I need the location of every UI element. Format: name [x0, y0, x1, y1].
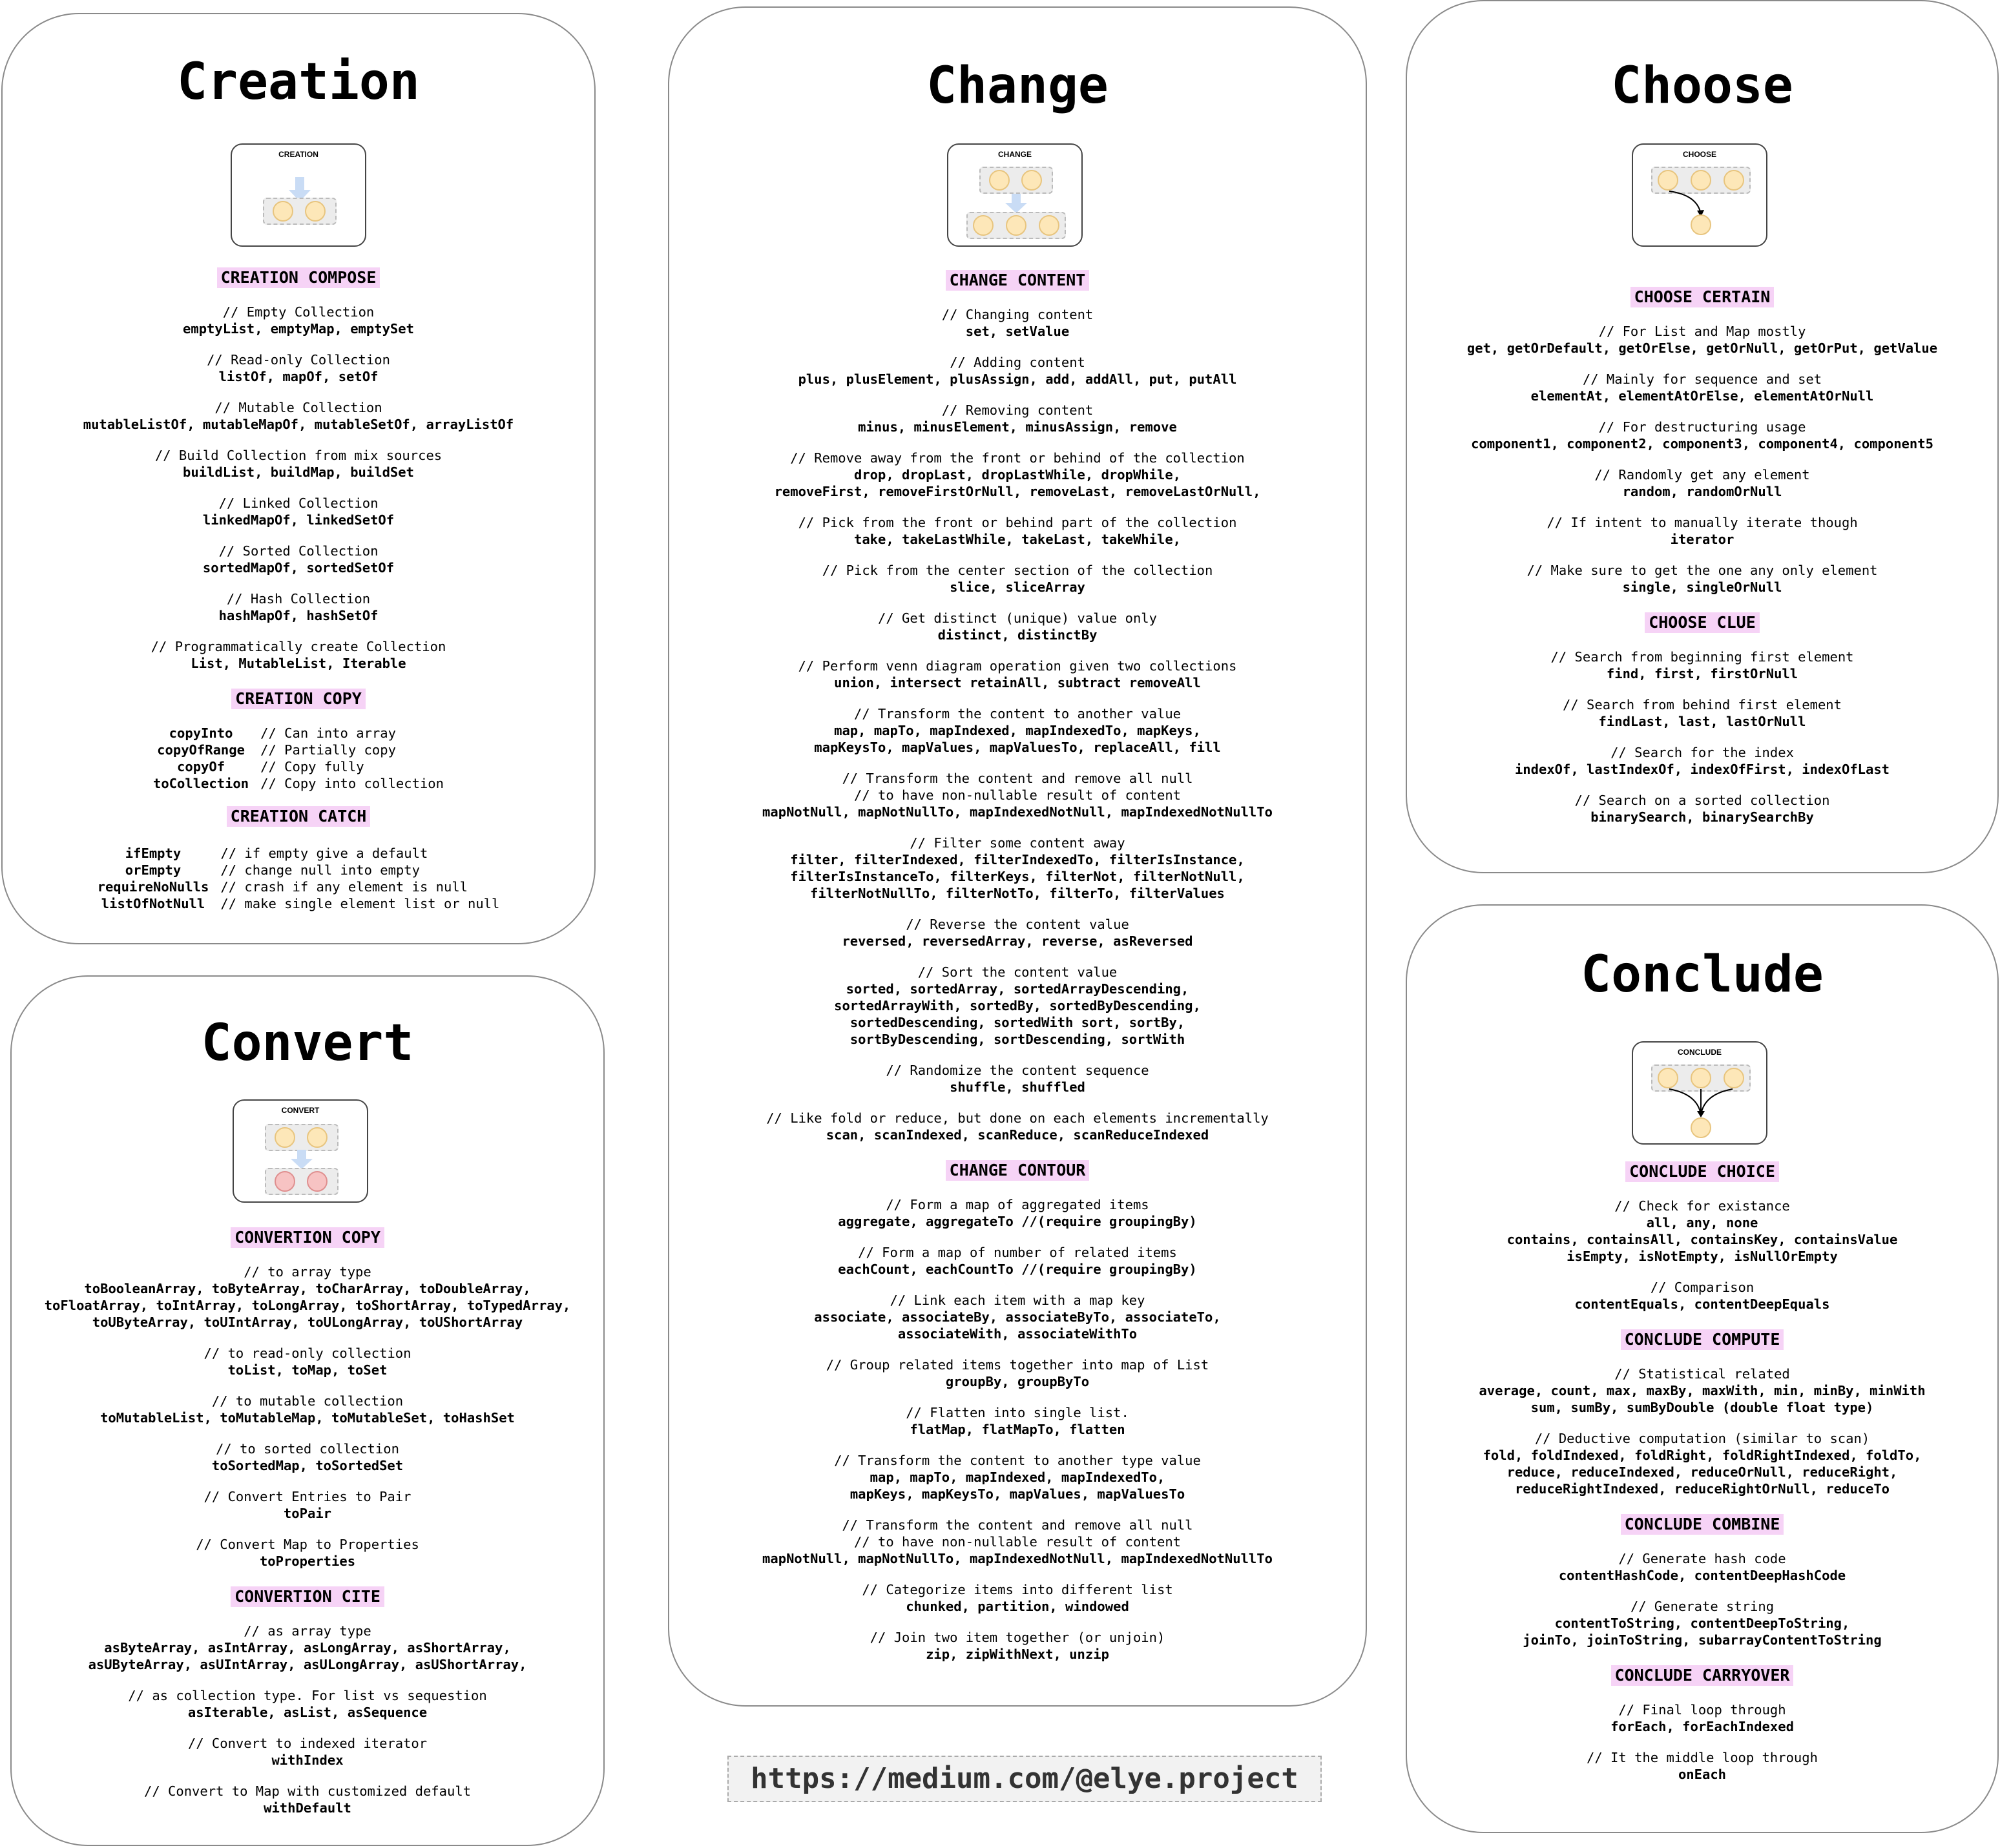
- group-comment: // Randomly get any element: [1594, 467, 1810, 483]
- function-names: withIndex: [271, 1752, 344, 1768]
- function-names: contentToString, contentDeepToString,: [1554, 1615, 1850, 1631]
- table-row: [153, 725, 444, 742]
- function-names: drop, dropLast, dropLastWhile, dropWhile,: [853, 467, 1182, 483]
- group-comment: // Link each item with a map key: [890, 1293, 1145, 1308]
- group-comment: // Read-only Collection: [207, 352, 390, 368]
- function-group: [669, 1110, 1366, 1143]
- group-comment: // to have non-nullable result of content: [853, 1534, 1182, 1550]
- function-group: [669, 402, 1366, 435]
- function-names: toPair: [283, 1506, 332, 1521]
- function-names: iterator: [1670, 532, 1734, 547]
- function-names: map, mapTo, mapIndexed, mapIndexedTo,: [870, 1469, 1165, 1485]
- function-group: [1407, 1198, 1997, 1265]
- section-heading: CHOOSE CERTAIN: [1630, 287, 1775, 307]
- function-group: [669, 916, 1366, 950]
- function-names: eachCount, eachCountTo //(require groupingBy): [838, 1261, 1197, 1277]
- function-names: scan, scanIndexed, scanReduce, scanReduceIndexed: [826, 1127, 1209, 1143]
- group-comment: // Perform venn diagram operation given two collections: [798, 658, 1237, 674]
- group-comment: // Group related items together into map of List: [826, 1357, 1209, 1373]
- conclude-compute-list: [1407, 1365, 1997, 1497]
- function-names: contains, containsAll, containsKey, containsValue: [1506, 1232, 1898, 1247]
- function-group: [669, 1244, 1366, 1278]
- function-comment: // Copy into collection: [260, 776, 444, 791]
- function-group: [669, 1404, 1366, 1438]
- convert-diagram-icon: [233, 1099, 368, 1203]
- function-group: [669, 610, 1366, 643]
- function-names: groupBy, groupByTo: [945, 1374, 1090, 1389]
- function-names: toSortedMap, toSortedSet: [211, 1458, 404, 1473]
- function-names: toList, toMap, toSet: [227, 1362, 388, 1378]
- function-group: [1407, 744, 1997, 778]
- function-name: copyInto: [169, 725, 233, 741]
- function-group: [1407, 514, 1997, 548]
- function-group: [12, 1735, 603, 1769]
- group-comment: // Join two item together (or unjoin): [870, 1630, 1165, 1645]
- function-names: reduce, reduceIndexed, reduceOrNull, reduceRight,: [1506, 1464, 1898, 1480]
- section-heading: CHANGE CONTENT: [946, 270, 1090, 291]
- function-names: fold, foldIndexed, foldRight, foldRightIndexed, foldTo,: [1483, 1448, 1922, 1463]
- function-group: [1407, 1430, 1997, 1497]
- function-group: [1407, 1550, 1997, 1584]
- group-comment: // Comparison: [1650, 1280, 1755, 1295]
- change-diagram-icon: [947, 143, 1083, 247]
- section-heading: CREATION COMPOSE: [217, 267, 380, 288]
- function-comment: // Copy fully: [260, 759, 364, 774]
- function-names: joinTo, joinToString, subarrayContentToString: [1523, 1632, 1882, 1648]
- function-names: toUByteArray, toUIntArray, toULongArray, toUShortArray: [92, 1314, 523, 1330]
- group-comment: // Transform the content to another type value: [834, 1453, 1201, 1468]
- function-group: [3, 304, 594, 337]
- group-comment: // For destructuring usage: [1598, 419, 1806, 435]
- function-names: reduceRightIndexed, reduceRightOrNull, reduceTo: [1514, 1481, 1890, 1497]
- function-names: binarySearch, binarySearchBy: [1590, 809, 1814, 825]
- group-comment: // to mutable collection: [211, 1393, 404, 1409]
- change-panel: [668, 6, 1367, 1707]
- function-group: [1407, 1279, 1997, 1313]
- table-row: [153, 758, 444, 775]
- group-comment: // Sorted Collection: [218, 543, 379, 559]
- function-names: reversed, reversedArray, reverse, asReversed: [842, 933, 1193, 949]
- function-names: filter, filterIndexed, filterIndexedTo, filterIsInstance,: [790, 852, 1245, 867]
- function-group: [1407, 792, 1997, 825]
- function-names: removeFirst, removeFirstOrNull, removeLast, removeLastOrNull,: [774, 484, 1261, 499]
- function-names: chunked, partition, windowed: [906, 1599, 1129, 1614]
- group-comment: // Mainly for sequence and set: [1582, 371, 1822, 387]
- conclude-title: Conclude: [1581, 946, 1824, 1004]
- function-group: [669, 1292, 1366, 1342]
- group-comment: // Empty Collection: [222, 304, 375, 320]
- table-row: [98, 862, 500, 878]
- function-names: get, getOrDefault, getOrElse, getOrNull, getOrPut, getValue: [1466, 340, 1938, 356]
- function-group: [12, 1345, 603, 1378]
- function-names: asByteArray, asIntArray, asLongArray, asShortArray,: [104, 1640, 511, 1656]
- change-content: [669, 270, 1366, 1677]
- function-group: [669, 1356, 1366, 1390]
- function-names: average, count, max, maxBy, maxWith, min, minBy, minWith: [1479, 1383, 1926, 1398]
- table-row: [153, 742, 444, 758]
- function-names: filterIsInstanceTo, filterKeys, filterNot, filterNotNull,: [790, 869, 1245, 884]
- function-names: mapKeysTo, mapValues, mapValuesTo, replaceAll, fill: [814, 740, 1221, 755]
- group-comment: // Statistical related: [1614, 1366, 1790, 1382]
- group-comment: // as array type: [244, 1623, 371, 1639]
- function-group: [3, 543, 594, 576]
- group-comment: // Convert Entries to Pair: [203, 1489, 411, 1504]
- function-names: mapNotNull, mapNotNullTo, mapIndexedNotNull, mapIndexedNotNullTo: [762, 1551, 1273, 1566]
- function-names: distinct, distinctBy: [937, 627, 1098, 643]
- function-names: asUByteArray, asUIntArray, asULongArray, asUShortArray,: [88, 1657, 527, 1672]
- function-names: find, first, firstOrNull: [1606, 666, 1798, 681]
- group-comment: // If intent to manually iterate though: [1547, 515, 1858, 530]
- function-group: [3, 638, 594, 672]
- function-names: sortedDescending, sortedWith sort, sortBy,: [849, 1015, 1185, 1030]
- function-comment: // make single element list or null: [220, 896, 500, 911]
- function-names: set, setValue: [965, 324, 1070, 339]
- creation-icon-label: CREATION: [278, 150, 318, 159]
- conclude-panel: [1406, 904, 1999, 1833]
- table-row: [98, 895, 500, 912]
- convert-content: [12, 1227, 603, 1831]
- function-names: shuffle, shuffled: [950, 1079, 1085, 1095]
- function-group: [1407, 1598, 1997, 1648]
- group-comment: // to read-only collection: [203, 1345, 411, 1361]
- function-group: [3, 590, 594, 624]
- function-names: sortedArrayWith, sortedBy, sortedByDescending,: [834, 998, 1201, 1013]
- conclude-content: [1407, 1161, 1997, 1797]
- change-contour-list: [669, 1196, 1366, 1663]
- function-names: isEmpty, isNotEmpty, isNullOrEmpty: [1567, 1249, 1838, 1264]
- creation-diagram-icon: [231, 143, 366, 247]
- function-names: sum, sumBy, sumByDouble (double float type): [1530, 1400, 1874, 1415]
- function-group: [1407, 1365, 1997, 1416]
- function-names: sorted, sortedArray, sortedArrayDescending,: [846, 981, 1189, 997]
- group-comment: // Final loop through: [1618, 1702, 1786, 1718]
- convert-icon-label: CONVERT: [281, 1106, 320, 1115]
- function-names: findLast, last, lastOrNull: [1598, 714, 1806, 729]
- section-heading: CONCLUDE COMBINE: [1621, 1514, 1784, 1535]
- function-names: elementAt, elementAtOrElse, elementAtOrNull: [1530, 388, 1874, 404]
- function-comment: // Partially copy: [260, 742, 396, 758]
- function-group: [669, 1517, 1366, 1567]
- group-comment: // Search for the index: [1610, 745, 1794, 760]
- function-group: [669, 1581, 1366, 1615]
- function-name: listOfNotNull: [101, 896, 205, 911]
- medium-link[interactable]: https://medium.com/@elye.project: [727, 1756, 1322, 1802]
- group-comment: // Reverse the content value: [906, 917, 1129, 932]
- function-group: [12, 1488, 603, 1522]
- creation-content: [3, 267, 594, 926]
- group-comment: // to sorted collection: [216, 1441, 399, 1457]
- function-names: onEach: [1678, 1767, 1727, 1782]
- group-comment: // Flatten into single list.: [906, 1405, 1129, 1420]
- group-comment: // Pick from the center section of the collection: [822, 563, 1213, 578]
- function-group: [1407, 419, 1997, 452]
- function-group: [12, 1536, 603, 1570]
- group-comment: // Make sure to get the one any only element: [1526, 563, 1878, 578]
- function-group: [669, 1196, 1366, 1230]
- function-names: flatMap, flatMapTo, flatten: [910, 1422, 1125, 1437]
- function-names: zip, zipWithNext, unzip: [926, 1646, 1109, 1662]
- convert-title: Convert: [201, 1014, 414, 1072]
- function-group: [669, 562, 1366, 596]
- function-group: [12, 1393, 603, 1426]
- conclude-diagram-icon: [1632, 1041, 1767, 1145]
- function-names: hashMapOf, hashSetOf: [218, 608, 379, 623]
- function-names: forEach, forEachIndexed: [1610, 1719, 1794, 1734]
- group-comment: // Form a map of number of related items: [858, 1245, 1177, 1260]
- section-heading: CONCLUDE CARRYOVER: [1611, 1665, 1794, 1686]
- function-names: single, singleOrNull: [1622, 579, 1782, 595]
- function-group: [1407, 562, 1997, 596]
- choose-panel: [1406, 0, 1999, 873]
- group-comment: // Convert to indexed iterator: [187, 1736, 428, 1751]
- conclude-combine-list: [1407, 1550, 1997, 1648]
- function-names: plus, plusElement, plusAssign, add, addAll, put, putAll: [798, 371, 1237, 387]
- function-group: [3, 351, 594, 385]
- function-group: [1407, 323, 1997, 357]
- function-group: [669, 450, 1366, 500]
- group-comment: // Linked Collection: [218, 495, 379, 511]
- function-names: random, randomOrNull: [1622, 484, 1782, 499]
- function-group: [12, 1440, 603, 1474]
- choose-clue-list: [1407, 649, 1997, 825]
- convert-copy-list: [12, 1263, 603, 1570]
- down-arrow-icon: [232, 145, 368, 248]
- section-heading: CONCLUDE CHOICE: [1625, 1161, 1779, 1182]
- function-group: [669, 1452, 1366, 1502]
- function-group: [12, 1687, 603, 1721]
- group-comment: // Transform the content to another value: [853, 706, 1182, 722]
- function-group: [1407, 1701, 1997, 1735]
- table-row: [98, 878, 500, 895]
- group-comment: // Get distinct (unique) value only: [878, 610, 1157, 626]
- section-heading: CREATION COPY: [231, 689, 366, 709]
- group-comment: // Transform the content and remove all null: [842, 771, 1193, 786]
- group-comment: // Adding content: [950, 355, 1085, 370]
- function-group: [1407, 371, 1997, 404]
- choose-title: Choose: [1611, 57, 1793, 115]
- function-comment: // Can into array: [260, 725, 396, 741]
- function-names: toFloatArray, toIntArray, toLongArray, toShortArray, toTypedArray,: [44, 1298, 571, 1313]
- function-name: toCollection: [153, 776, 249, 791]
- function-names: listOf, mapOf, setOf: [218, 369, 379, 384]
- function-names: mutableListOf, mutableMapOf, mutableSetOf, arrayListOf: [83, 417, 514, 432]
- function-comment: // change null into empty: [220, 862, 420, 878]
- group-comment: // Like fold or reduce, but done on each elements incrementally: [766, 1110, 1269, 1126]
- group-comment: // Programmatically create Collection: [151, 639, 446, 654]
- function-name: requireNoNulls: [97, 879, 209, 895]
- function-group: [669, 964, 1366, 1048]
- function-group: [669, 770, 1366, 820]
- function-group: [669, 354, 1366, 388]
- group-comment: // Deductive computation (similar to scan): [1534, 1431, 1870, 1446]
- function-group: [669, 514, 1366, 548]
- group-comment: // Search from beginning first element: [1550, 649, 1854, 665]
- section-heading: CONCLUDE COMPUTE: [1621, 1329, 1784, 1350]
- conclude-choice-list: [1407, 1198, 1997, 1313]
- table-row: [98, 845, 500, 862]
- creation-compose-list: [3, 304, 594, 672]
- function-group: [12, 1623, 603, 1673]
- function-group: [3, 447, 594, 481]
- group-comment: // Convert Map to Properties: [196, 1537, 419, 1552]
- function-names: mapKeys, mapKeysTo, mapValues, mapValuesTo: [849, 1486, 1185, 1502]
- function-name: orEmpty: [125, 862, 182, 878]
- group-comment: // Randomize the content sequence: [886, 1063, 1149, 1078]
- group-comment: // Convert to Map with customized default: [143, 1783, 472, 1799]
- function-group: [669, 1629, 1366, 1663]
- function-names: filterNotNullTo, filterNotTo, filterTo, filterValues: [810, 886, 1225, 901]
- function-names: union, intersect retainAll, subtract removeAll: [834, 675, 1201, 690]
- group-comment: // to array type: [244, 1264, 371, 1280]
- group-comment: // Sort the content value: [917, 964, 1118, 980]
- group-comment: // Generate string: [1630, 1599, 1775, 1614]
- function-group: [669, 705, 1366, 756]
- function-names: toBooleanArray, toByteArray, toCharArray, toDoubleArray,: [84, 1281, 531, 1296]
- group-comment: // Remove away from the front or behind of the collection: [790, 450, 1245, 466]
- group-comment: // Transform the content and remove all null: [842, 1517, 1193, 1533]
- function-group: [1407, 649, 1997, 682]
- conclude-carryover-list: [1407, 1701, 1997, 1783]
- group-comment: // Search on a sorted collection: [1574, 793, 1830, 808]
- function-name: copyOf: [177, 759, 225, 774]
- function-group: [1407, 466, 1997, 500]
- function-names: associate, associateBy, associateByTo, associateTo,: [814, 1309, 1221, 1325]
- function-names: sortedMapOf, sortedSetOf: [202, 560, 395, 576]
- convert-cite-list: [12, 1623, 603, 1816]
- creation-catch-table: [98, 845, 500, 912]
- function-group: [3, 399, 594, 433]
- creation-title: Creation: [177, 53, 420, 111]
- function-comment: // crash if any element is null: [220, 879, 468, 895]
- group-comment: // Filter some content away: [910, 835, 1125, 851]
- function-names: take, takeLastWhile, takeLast, takeWhile,: [853, 532, 1182, 547]
- function-group: [3, 495, 594, 528]
- group-comment: // Search from behind first element: [1563, 697, 1842, 712]
- section-heading: CONVERTION COPY: [231, 1227, 384, 1248]
- function-names: withDefault: [264, 1800, 351, 1816]
- change-content-list: [669, 306, 1366, 1143]
- group-comment: // as collection type. For list vs sequestion: [128, 1688, 487, 1703]
- section-heading: CREATION CATCH: [227, 806, 371, 827]
- function-group: [669, 306, 1366, 340]
- change-title: Change: [926, 57, 1109, 115]
- group-comment: // For List and Map mostly: [1598, 324, 1806, 339]
- function-group: [12, 1783, 603, 1816]
- function-group: [1407, 696, 1997, 730]
- group-comment: // Generate hash code: [1618, 1551, 1786, 1566]
- section-heading: CHANGE CONTOUR: [946, 1160, 1090, 1181]
- group-comment: // Form a map of aggregated items: [886, 1197, 1149, 1212]
- function-names: mapNotNull, mapNotNullTo, mapIndexedNotNull, mapIndexedNotNullTo: [762, 804, 1273, 820]
- function-names: toMutableList, toMutableMap, toMutableSet, toHashSet: [100, 1410, 515, 1426]
- function-names: sortByDescending, sortDescending, sortWith: [849, 1032, 1185, 1047]
- function-names: map, mapTo, mapIndexed, mapIndexedTo, mapKeys,: [834, 723, 1201, 738]
- conclude-icon-label: CONCLUDE: [1678, 1048, 1722, 1057]
- function-names: indexOf, lastIndexOf, indexOfFirst, indexOfLast: [1514, 762, 1890, 777]
- function-group: [669, 835, 1366, 902]
- group-comment: // Categorize items into different list: [862, 1582, 1173, 1597]
- choose-diagram-icon: [1632, 143, 1767, 247]
- function-group: [12, 1263, 603, 1331]
- function-group: [669, 1062, 1366, 1095]
- group-comment: // Mutable Collection: [214, 400, 382, 415]
- function-names: emptyList, emptyMap, emptySet: [183, 321, 414, 337]
- function-comment: // if empty give a default: [220, 846, 428, 861]
- function-names: buildList, buildMap, buildSet: [183, 464, 414, 480]
- table-row: [153, 775, 444, 792]
- function-names: associateWith, associateWithTo: [897, 1326, 1138, 1342]
- group-comment: // Hash Collection: [226, 591, 371, 607]
- function-group: [1407, 1749, 1997, 1783]
- choose-content: [1407, 287, 1997, 840]
- function-name: ifEmpty: [125, 846, 182, 861]
- function-names: asIterable, asList, asSequence: [187, 1705, 428, 1720]
- function-group: [669, 658, 1366, 691]
- change-icon-label: CHANGE: [997, 150, 1032, 159]
- function-names: minus, minusElement, minusAssign, remove: [858, 419, 1177, 435]
- function-names: aggregate, aggregateTo //(require groupingBy): [838, 1214, 1197, 1229]
- function-names: component1, component2, component3, component4, component5: [1471, 436, 1933, 452]
- group-comment: // Removing content: [941, 402, 1094, 418]
- function-names: all, any, none: [1646, 1215, 1758, 1230]
- group-comment: // to have non-nullable result of content: [853, 787, 1182, 803]
- convert-panel: [10, 975, 605, 1846]
- function-names: slice, sliceArray: [950, 579, 1085, 595]
- section-heading: CONVERTION CITE: [231, 1586, 384, 1607]
- group-comment: // Check for existance: [1614, 1198, 1790, 1214]
- function-name: copyOfRange: [157, 742, 245, 758]
- function-names: linkedMapOf, linkedSetOf: [202, 512, 395, 528]
- section-heading: CHOOSE CLUE: [1645, 612, 1760, 633]
- function-names: contentHashCode, contentDeepHashCode: [1558, 1568, 1846, 1583]
- group-comment: // It the middle loop through: [1587, 1750, 1818, 1765]
- creation-panel: [1, 13, 596, 944]
- function-names: toProperties: [259, 1553, 356, 1569]
- group-comment: // Changing content: [941, 307, 1094, 322]
- choose-icon-label: CHOOSE: [1682, 150, 1716, 159]
- creation-copy-table: [153, 725, 444, 792]
- group-comment: // Build Collection from mix sources: [154, 448, 443, 463]
- function-names: List, MutableList, Iterable: [191, 656, 406, 671]
- group-comment: // Pick from the front or behind part of the collection: [798, 515, 1237, 530]
- choose-certain-list: [1407, 323, 1997, 596]
- function-names: contentEquals, contentDeepEquals: [1574, 1296, 1830, 1312]
